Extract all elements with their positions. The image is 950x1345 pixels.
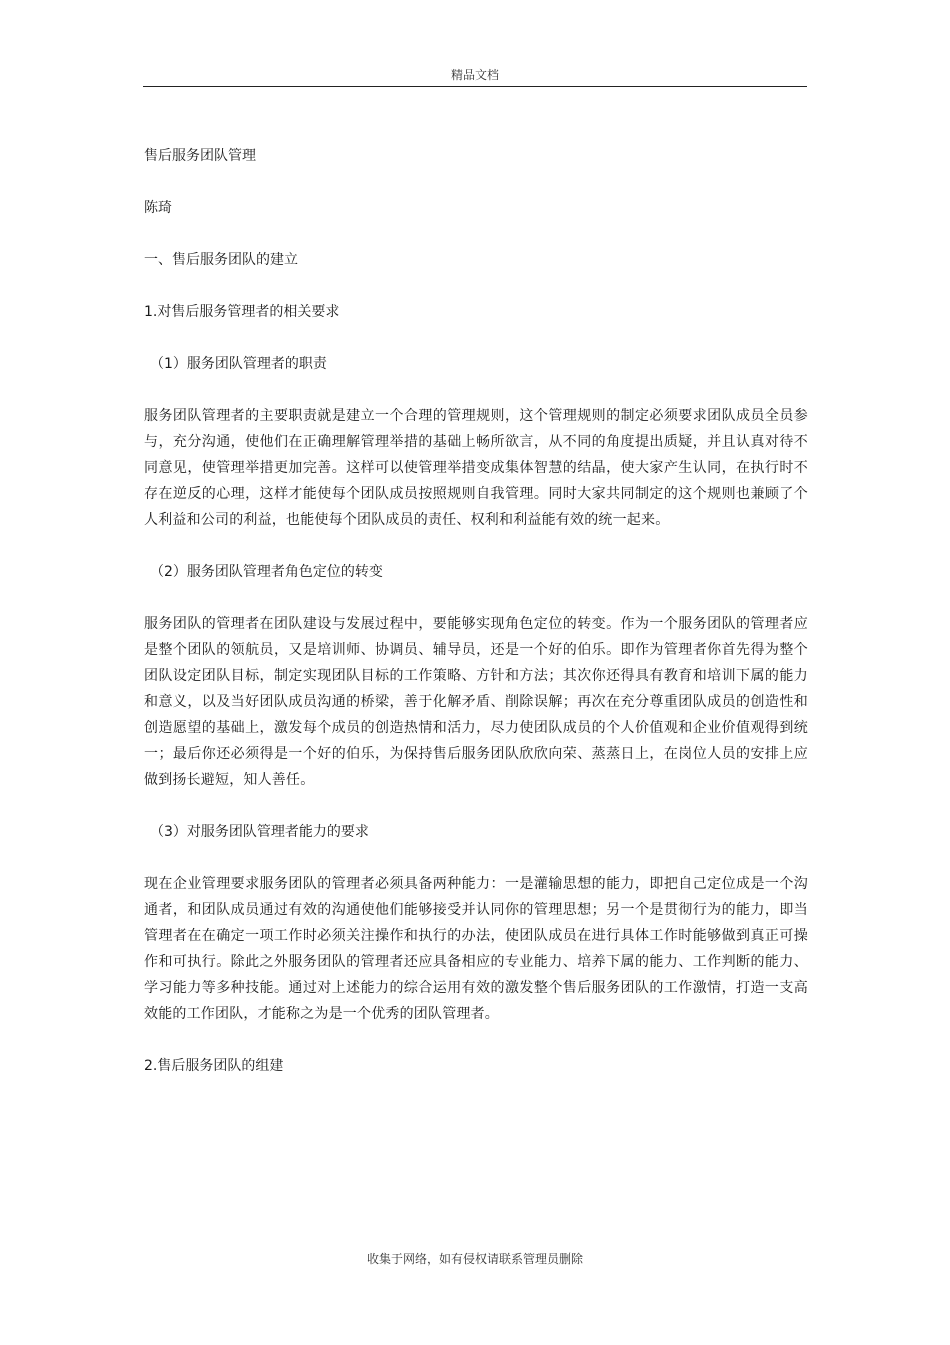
page-header-label: 精品文档 <box>450 68 499 82</box>
section-heading-1: 一、售后服务团队的建立 <box>144 252 298 268</box>
page-footer-label: 收集于网络，如有侵权请联系管理员删除 <box>366 1252 583 1266</box>
item-heading-3: （3）对服务团队管理者能力的要求 <box>150 824 369 840</box>
header-divider <box>143 86 807 87</box>
item-paragraph-1: 服务团队管理者的主要职责就是建立一个合理的管理规则，这个管理规则的制定必须要求团队成员全员参与，充分沟通，使他们在正确理解管理举措的基础上畅所欲言，从不同的角度提出质疑，并且认真对待不同意见，使管理举措更加完善。这样可以使管理举措变成集体智慧的结晶，使大家产生认同，在执行时不存在逆反的心理，这样才能使每个团队成员按照规则自我管理。同时大家共同制定的这个规则也兼顾了个人利益和公司的利益，也能使每个团队成员的责任、权利和利益能有效的统一起来。 <box>144 408 808 528</box>
subsection-heading-1: 1.对售后服务管理者的相关要求 <box>144 304 340 320</box>
document-title: 售后服务团队管理 <box>144 148 256 164</box>
item-paragraph-3: 现在企业管理要求服务团队的管理者必须具备两种能力：一是灌输思想的能力，即把自己定位成是一个沟通者，和团队成员通过有效的沟通使他们能够接受并认同你的管理思想；另一个是贯彻行为的能力，即当管理者在在确定一项工作时必须关注操作和执行的办法，使团队成员在进行具体工作时能够做到真正可操作和可执行。除此之外服务团队的管理者还应具备相应的专业能力、培养下属的能力、工作判断的能力、学习能力等多种技能。通过对上述能力的综合运用有效的激发整个售后服务团队的工作激情，打造一支高效能的工作团队，才能称之为是一个优秀的团队管理者。 <box>144 876 808 1022</box>
item-heading-1: （1）服务团队管理者的职责 <box>150 356 327 372</box>
document-author: 陈琦 <box>144 200 172 216</box>
item-heading-2: （2）服务团队管理者角色定位的转变 <box>150 564 383 580</box>
document-body <box>144 143 808 1105</box>
item-paragraph-2: 服务团队的管理者在团队建设与发展过程中，要能够实现角色定位的转变。作为一个服务团队的管理者应是整个团队的领航员，又是培训师、协调员、辅导员，还是一个好的伯乐。即作为管理者你首先得为整个团队设定团队目标，制定实现团队目标的工作策略、方针和方法；其次你还得具有教育和培训下属的能力和意义，以及当好团队成员沟通的桥梁，善于化解矛盾、削除误解；再次在充分尊重团队成员的创造性和创造愿望的基础上，激发每个成员的创造热情和活力，尽力使团队成员的个人价值观和企业价值观得到统一；最后你还必须得是一个好的伯乐，为保持售后服务团队欣欣向荣、蒸蒸日上，在岗位人员的安排上应做到扬长避短，知人善任。 <box>144 616 808 788</box>
subsection-heading-2: 2.售后服务团队的组建 <box>144 1058 284 1074</box>
